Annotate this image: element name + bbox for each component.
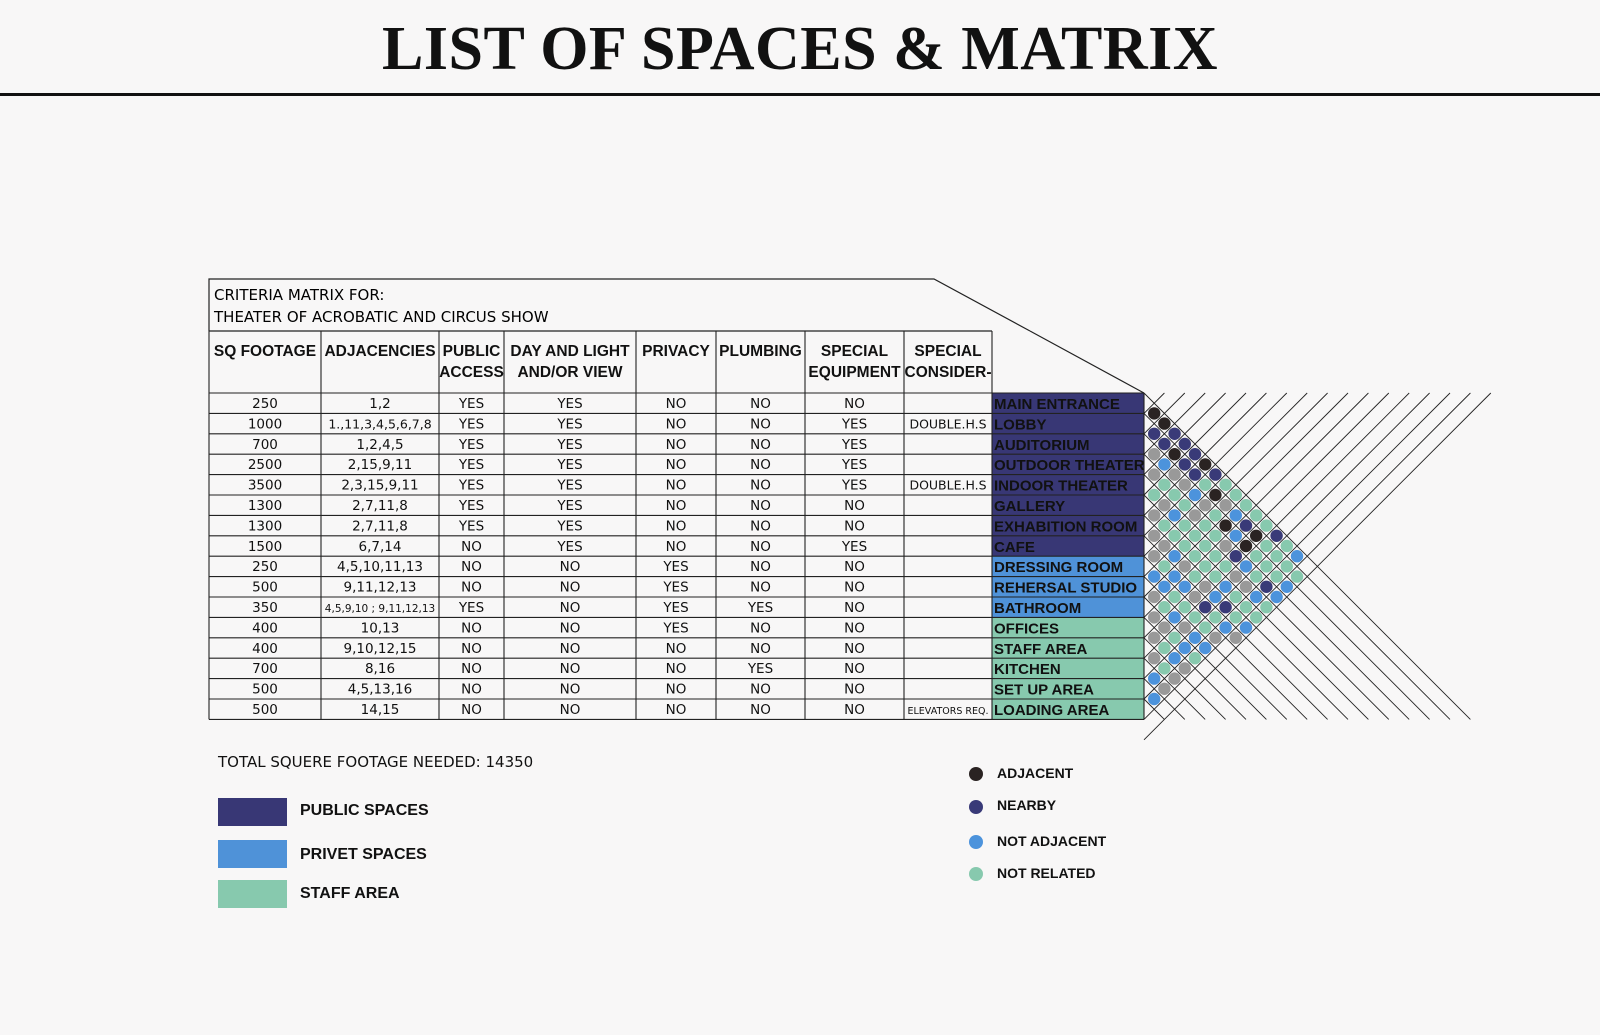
cell-plumbing: NO — [750, 436, 771, 453]
relation-dot — [1179, 519, 1191, 531]
legend-swatch-private — [218, 840, 287, 868]
cell-light: NO — [559, 579, 581, 596]
relation-dot — [1240, 581, 1252, 593]
space-name: SET UP AREA — [994, 681, 1095, 699]
relation-dot — [1179, 479, 1191, 491]
relation-dot — [1199, 642, 1211, 654]
relation-dot — [1158, 662, 1170, 674]
key-label-not-related: NOT RELATED — [997, 865, 1096, 881]
cell-privacy: NO — [665, 396, 687, 412]
relation-dot — [1158, 417, 1170, 429]
cell-light: YES — [557, 518, 583, 535]
column-header-6-1: EQUIPMENT — [808, 364, 901, 381]
cell-consider: DOUBLE.H.S — [909, 416, 987, 432]
relation-dot — [1189, 509, 1201, 521]
column-header-2-1: ACCESS — [439, 364, 504, 381]
relation-dot — [1148, 509, 1160, 521]
cell-privacy: NO — [665, 681, 687, 698]
cell-privacy: YES — [663, 579, 689, 596]
relation-dot — [1168, 570, 1180, 582]
cell-sq: 1300 — [247, 498, 283, 514]
relation-dot — [1179, 601, 1191, 613]
relation-dot — [1250, 611, 1262, 623]
cell-sq: 500 — [252, 681, 278, 698]
space-name: LOBBY — [994, 416, 1047, 434]
cell-adj: 8,16 — [364, 661, 396, 678]
cell-equipment: NO — [844, 702, 865, 718]
relation-dot — [1158, 581, 1170, 593]
space-name: KITCHEN — [994, 661, 1061, 679]
relation-dot — [1168, 652, 1180, 664]
relation-dot — [1158, 601, 1170, 613]
relation-dot — [1240, 560, 1252, 572]
cell-public: YES — [458, 600, 485, 616]
cell-light: YES — [557, 498, 583, 514]
relation-dot — [1148, 530, 1160, 542]
cell-plumbing: NO — [750, 579, 771, 596]
relation-dot — [1189, 550, 1201, 562]
relation-dot — [1240, 499, 1252, 511]
relation-dot — [1189, 530, 1201, 542]
cell-public: NO — [461, 640, 482, 657]
column-header-1-0: ADJACENCIES — [324, 343, 436, 360]
space-name: INDOOR THEATER — [994, 477, 1128, 495]
key-label-not-adjacent: NOT ADJACENT — [997, 833, 1107, 849]
relation-dot — [1209, 611, 1221, 623]
cell-equipment: NO — [844, 559, 865, 576]
cell-adj: 2,3,15,9,11 — [341, 477, 419, 494]
cell-adj: 10,13 — [360, 620, 400, 637]
cell-adj: 2,7,11,8 — [352, 498, 408, 514]
cell-sq: 1500 — [247, 538, 283, 555]
relation-dot — [1209, 632, 1221, 644]
relation-dot — [1219, 540, 1231, 552]
relation-dot — [1168, 632, 1180, 644]
cell-equipment: YES — [841, 457, 868, 474]
key-dot-not-adjacent — [969, 835, 983, 849]
relation-dot — [1230, 570, 1242, 582]
relation-dot — [1219, 601, 1231, 613]
cell-equipment: YES — [841, 538, 868, 555]
cell-equipment: NO — [844, 640, 865, 657]
relation-dot — [1179, 581, 1191, 593]
column-header-0-0: SQ FOOTAGE — [213, 343, 317, 360]
relation-dot — [1240, 621, 1252, 633]
relation-dot — [1199, 560, 1211, 572]
relation-dot — [1148, 448, 1160, 460]
cell-light: NO — [559, 661, 581, 678]
cell-equipment: NO — [844, 661, 865, 678]
cell-privacy: YES — [663, 620, 689, 637]
cell-equipment: NO — [844, 620, 865, 637]
cell-equipment: NO — [844, 396, 865, 412]
relation-dot — [1179, 540, 1191, 552]
cell-plumbing: YES — [747, 600, 774, 616]
relation-dot — [1270, 591, 1282, 603]
relation-dot — [1158, 560, 1170, 572]
key-dot-nearby — [969, 800, 983, 814]
relation-dot — [1148, 550, 1160, 562]
relation-dot — [1189, 448, 1201, 460]
relation-dot — [1281, 540, 1293, 552]
relation-dot — [1168, 530, 1180, 542]
relation-dot — [1158, 479, 1170, 491]
cell-public: YES — [458, 477, 485, 494]
caption-line1: CRITERIA MATRIX FOR: — [214, 286, 385, 304]
cell-light: YES — [557, 457, 583, 474]
relation-dot — [1291, 550, 1303, 562]
relation-dot — [1158, 519, 1170, 531]
cell-plumbing: NO — [750, 640, 771, 657]
column-header-4-0: PRIVACY — [642, 343, 710, 360]
relation-dot — [1148, 570, 1160, 582]
cell-adj: 2,15,9,11 — [347, 457, 413, 474]
relation-dot — [1179, 662, 1191, 674]
cell-plumbing: NO — [750, 498, 771, 514]
relation-dot — [1199, 499, 1211, 511]
relation-dot — [1199, 581, 1211, 593]
cell-plumbing: NO — [750, 702, 771, 718]
cell-privacy: NO — [665, 538, 687, 555]
relation-dot — [1260, 581, 1272, 593]
cell-plumbing: NO — [750, 396, 771, 412]
relation-dot — [1148, 591, 1160, 603]
cell-privacy: NO — [665, 416, 687, 433]
cell-sq: 700 — [252, 436, 278, 453]
cell-sq: 700 — [252, 661, 278, 678]
relation-dot — [1240, 540, 1252, 552]
space-name: AUDITORIUM — [994, 436, 1090, 454]
relation-dot — [1209, 550, 1221, 562]
relation-dot — [1168, 611, 1180, 623]
relation-dot — [1270, 550, 1282, 562]
cell-adj: 14,15 — [360, 702, 400, 718]
cell-light: YES — [557, 477, 583, 494]
relation-dot — [1230, 489, 1242, 501]
cell-equipment: NO — [844, 498, 865, 514]
legend-label-public: PUBLIC SPACES — [300, 802, 429, 819]
column-header-7-1: CONSIDER- — [904, 364, 992, 381]
space-name: EXHABITION ROOM — [994, 518, 1138, 536]
cell-public: NO — [461, 702, 482, 718]
space-name: DRESSING ROOM — [994, 559, 1124, 577]
relation-dot — [1158, 642, 1170, 654]
cell-public: NO — [461, 661, 482, 678]
relation-dot — [1158, 621, 1170, 633]
space-name: CAFE — [994, 538, 1035, 556]
relation-dot — [1168, 489, 1180, 501]
caption-line2: THEATER OF ACROBATIC AND CIRCUS SHOW — [214, 308, 549, 326]
cell-light: NO — [559, 600, 581, 616]
cell-light: YES — [557, 436, 583, 453]
relation-dot — [1148, 489, 1160, 501]
cell-sq: 500 — [252, 579, 278, 596]
relation-dot — [1179, 438, 1191, 450]
relation-dot — [1168, 509, 1180, 521]
relation-dot — [1250, 591, 1262, 603]
cell-plumbing: NO — [750, 416, 771, 433]
cell-adj: 1.,11,3,4,5,6,7,8 — [328, 416, 432, 432]
relation-dot — [1199, 601, 1211, 613]
space-name: MAIN ENTRANCE — [994, 396, 1120, 413]
relation-dot — [1240, 519, 1252, 531]
cell-equipment: NO — [844, 518, 865, 535]
space-name: GALLERY — [994, 498, 1066, 515]
legend-label-private: PRIVET SPACES — [300, 846, 427, 863]
relation-dot — [1199, 540, 1211, 552]
cell-public: YES — [458, 436, 485, 453]
relation-dot — [1230, 530, 1242, 542]
relation-dot — [1168, 448, 1180, 460]
relation-dot — [1189, 632, 1201, 644]
cell-adj: 1,2,4,5 — [356, 436, 404, 453]
relation-dot — [1230, 591, 1242, 603]
key-label-adjacent: ADJACENT — [997, 765, 1074, 781]
cell-equipment: YES — [841, 477, 868, 494]
cell-adj: 4,5,10,11,13 — [337, 559, 423, 576]
cell-privacy: NO — [665, 498, 687, 514]
cell-public: NO — [461, 681, 482, 698]
cell-sq: 400 — [252, 640, 278, 657]
key-label-nearby: NEARBY — [997, 797, 1057, 813]
cell-light: YES — [557, 538, 583, 555]
cell-public: YES — [458, 396, 485, 412]
column-header-3-1: AND/OR VIEW — [517, 364, 623, 381]
relation-dot — [1219, 621, 1231, 633]
relation-dot — [1148, 407, 1160, 419]
legend-label-staff: STAFF AREA — [300, 885, 400, 902]
cell-consider: DOUBLE.H.S — [909, 477, 987, 493]
cell-plumbing: YES — [747, 661, 774, 678]
cell-light: NO — [559, 620, 581, 637]
cell-plumbing: NO — [750, 457, 771, 474]
relation-dot — [1260, 560, 1272, 572]
cell-equipment: YES — [841, 436, 868, 453]
cell-privacy: NO — [665, 640, 687, 657]
relation-dot — [1219, 581, 1231, 593]
key-dot-adjacent — [969, 767, 983, 781]
column-header-6-0: SPECIAL — [820, 343, 889, 360]
relation-dot — [1179, 621, 1191, 633]
relation-dot — [1189, 611, 1201, 623]
cell-light: NO — [559, 702, 581, 718]
relation-dot — [1189, 570, 1201, 582]
space-name: BATHROOM — [994, 600, 1082, 617]
page-title: LIST OF SPACES & MATRIX — [382, 15, 1218, 83]
relation-dot — [1250, 570, 1262, 582]
relation-dot — [1158, 683, 1170, 695]
relation-dot — [1291, 570, 1303, 582]
relation-dot — [1219, 519, 1231, 531]
relation-dot — [1209, 509, 1221, 521]
cell-privacy: NO — [665, 457, 687, 474]
cell-public: YES — [458, 416, 485, 433]
relation-dot — [1199, 458, 1211, 470]
cell-privacy: NO — [665, 702, 687, 718]
relation-dot — [1148, 611, 1160, 623]
space-name: REHERSAL STUDIO — [994, 579, 1138, 597]
relation-dot — [1158, 438, 1170, 450]
cell-plumbing: NO — [750, 681, 771, 698]
cell-sq: 1300 — [247, 518, 283, 535]
cell-equipment: NO — [844, 681, 865, 698]
relation-dot — [1219, 499, 1231, 511]
cell-sq: 250 — [252, 559, 278, 576]
cell-equipment: YES — [841, 416, 868, 433]
cell-sq: 400 — [252, 620, 278, 637]
relation-dot — [1179, 499, 1191, 511]
relation-dot — [1209, 468, 1221, 480]
relation-dot — [1189, 591, 1201, 603]
relation-dot — [1199, 479, 1211, 491]
relation-dot — [1148, 632, 1160, 644]
cell-sq: 2500 — [247, 457, 283, 474]
relation-dot — [1168, 591, 1180, 603]
relation-dot — [1250, 530, 1262, 542]
cell-light: YES — [557, 416, 583, 433]
space-name: OUTDOOR THEATER — [994, 457, 1145, 475]
cell-public: YES — [458, 518, 485, 535]
relation-dot — [1189, 652, 1201, 664]
relation-dot — [1158, 458, 1170, 470]
cell-adj: 6,7,14 — [358, 538, 402, 555]
header-diagonal — [1030, 331, 1144, 393]
relation-dot — [1230, 509, 1242, 521]
legend-swatch-public — [218, 798, 287, 826]
cell-privacy: NO — [665, 661, 687, 678]
relation-dot — [1270, 570, 1282, 582]
cell-light: YES — [557, 396, 583, 412]
cell-public: NO — [461, 538, 482, 555]
cell-adj: 2,7,11,8 — [352, 518, 408, 535]
relation-dot — [1189, 468, 1201, 480]
relation-dot — [1168, 428, 1180, 440]
relation-dot — [1260, 601, 1272, 613]
cell-adj: 9,10,12,15 — [343, 640, 417, 657]
cell-public: NO — [461, 620, 482, 637]
relation-dot — [1209, 530, 1221, 542]
key-dot-not-related — [969, 867, 983, 881]
column-header-2-0: PUBLIC — [442, 343, 501, 360]
column-header-5-0: PLUMBING — [719, 343, 802, 360]
space-name: LOADING AREA — [994, 702, 1110, 719]
relation-dot — [1230, 611, 1242, 623]
relation-dot — [1270, 530, 1282, 542]
cell-consider: ELEVATORS REQ. — [907, 706, 989, 717]
cell-sq: 1000 — [247, 416, 283, 433]
relation-dot — [1250, 509, 1262, 521]
relation-dot — [1179, 642, 1191, 654]
relation-dot — [1148, 672, 1160, 684]
relation-dot — [1219, 479, 1231, 491]
relation-dot — [1240, 601, 1252, 613]
total-square-footage: TOTAL SQUERE FOOTAGE NEEDED: 14350 — [218, 753, 534, 771]
cell-plumbing: NO — [750, 620, 771, 637]
cell-light: NO — [559, 640, 581, 657]
column-header-3-0: DAY AND LIGHT — [510, 343, 630, 360]
cell-privacy: NO — [665, 477, 687, 494]
relation-dot — [1281, 560, 1293, 572]
cell-sq: 350 — [252, 600, 278, 616]
relation-dot — [1199, 621, 1211, 633]
relation-dot — [1230, 550, 1242, 562]
relation-dot — [1281, 581, 1293, 593]
relation-dot — [1209, 570, 1221, 582]
cell-plumbing: NO — [750, 518, 771, 535]
relation-dot — [1260, 519, 1272, 531]
cell-plumbing: NO — [750, 559, 771, 576]
cell-privacy: NO — [665, 518, 687, 535]
cell-sq: 250 — [252, 396, 278, 412]
cell-sq: 500 — [252, 702, 278, 718]
space-name: OFFICES — [994, 620, 1060, 638]
cell-sq: 3500 — [247, 477, 283, 494]
relation-dot — [1168, 468, 1180, 480]
cell-light: NO — [559, 559, 581, 576]
relation-dot — [1179, 458, 1191, 470]
relation-dot — [1179, 560, 1191, 572]
cell-equipment: NO — [844, 579, 865, 596]
relation-dot — [1209, 591, 1221, 603]
cell-light: NO — [559, 681, 581, 698]
cell-plumbing: NO — [750, 477, 771, 494]
space-name: STAFF AREA — [994, 640, 1088, 658]
cell-equipment: NO — [844, 600, 865, 616]
cell-public: NO — [461, 559, 482, 576]
relation-dot — [1148, 652, 1160, 664]
relation-dot — [1219, 560, 1231, 572]
relation-dot — [1148, 468, 1160, 480]
relation-dot — [1250, 550, 1262, 562]
relation-dot — [1158, 540, 1170, 552]
relation-dot — [1209, 489, 1221, 501]
cell-privacy: YES — [663, 559, 689, 576]
cell-privacy: NO — [665, 436, 687, 453]
relation-dot — [1148, 693, 1160, 705]
relation-dot — [1158, 499, 1170, 511]
cell-public: YES — [458, 498, 485, 514]
relation-dot — [1230, 632, 1242, 644]
cell-privacy: YES — [663, 600, 689, 616]
legend-swatch-staff — [218, 880, 287, 908]
column-header-7-0: SPECIAL — [914, 343, 982, 360]
relation-dot — [1189, 489, 1201, 501]
cell-adj: 9,11,12,13 — [343, 579, 417, 596]
relation-dot — [1199, 519, 1211, 531]
cell-public: NO — [461, 579, 482, 596]
relation-dot — [1260, 540, 1272, 552]
cell-plumbing: NO — [750, 538, 771, 555]
relation-dot — [1168, 672, 1180, 684]
cell-adj: 4,5,9,10 ; 9,11,12,13 — [324, 603, 436, 615]
cell-adj: 4,5,13,16 — [347, 681, 413, 698]
relation-dot — [1148, 428, 1160, 440]
cell-adj: 1,2 — [369, 396, 391, 412]
relation-dot — [1168, 550, 1180, 562]
cell-public: YES — [458, 457, 485, 474]
